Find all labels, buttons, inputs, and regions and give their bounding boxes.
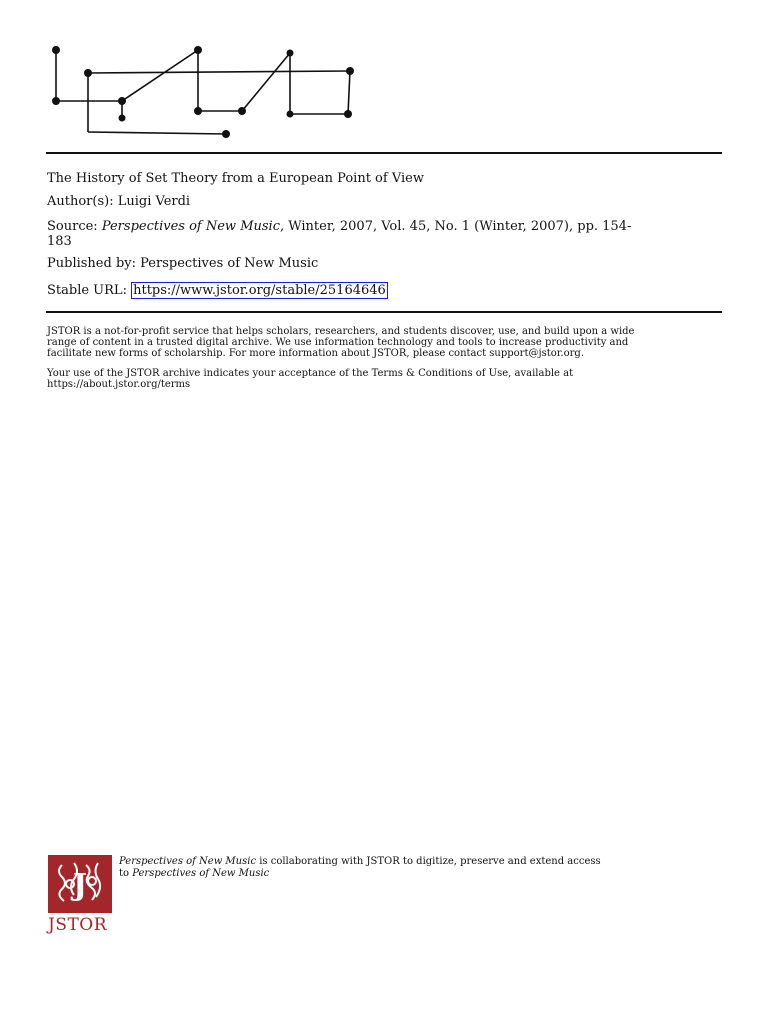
source-line: Source: Perspectives of New Music, Winter, 2007, Vol. 45, No. 1 (Winter, 2007), pp. 154- 183 bbox=[47, 219, 632, 249]
stable-url-line: Stable URL: https://www.jstor.org/stable/25164646 bbox=[47, 283, 386, 298]
terms-paragraph: Your use of the JSTOR archive indicates your acceptance of the Terms & Conditions of Use, available at https://about.jstor.org/terms bbox=[47, 368, 727, 390]
journal-logo-network-drawing bbox=[40, 38, 370, 143]
jstor-logo bbox=[48, 855, 112, 935]
middle-divider bbox=[46, 311, 722, 313]
stable-url-link[interactable]: https://www.jstor.org/stable/25164646 bbox=[133, 283, 386, 298]
svg-text:J: J bbox=[72, 868, 88, 903]
publisher-line: Published by: Perspectives of New Music bbox=[47, 256, 319, 271]
jstor-emblem-icon bbox=[48, 855, 112, 913]
article-title: The History of Set Theory from a European Point of View bbox=[47, 171, 424, 186]
top-divider bbox=[46, 152, 722, 154]
source-journal: Perspectives of New Music bbox=[101, 219, 280, 234]
author-name: Luigi Verdi bbox=[117, 194, 191, 209]
publisher-name: Perspectives of New Music bbox=[140, 256, 319, 271]
collaboration-note: Perspectives of New Music is collaborating with JSTOR to digitize, preserve and extend access to Perspectives of New Music bbox=[119, 856, 601, 879]
author-line: Author(s): Luigi Verdi bbox=[47, 194, 191, 209]
jstor-wordmark: JSTOR bbox=[48, 915, 108, 935]
terms-link[interactable]: https://about.jstor.org/terms bbox=[47, 379, 191, 390]
jstor-notice-paragraph: JSTOR is a not-for-profit service that helps scholars, researchers, and students discover, use, and build upon a wide range of content in a trusted digital archive. We use information technology and tools to increase productivity and facilitate new forms of scholarship. For more information about JSTOR, please contact support@jstor.org. bbox=[47, 326, 635, 359]
